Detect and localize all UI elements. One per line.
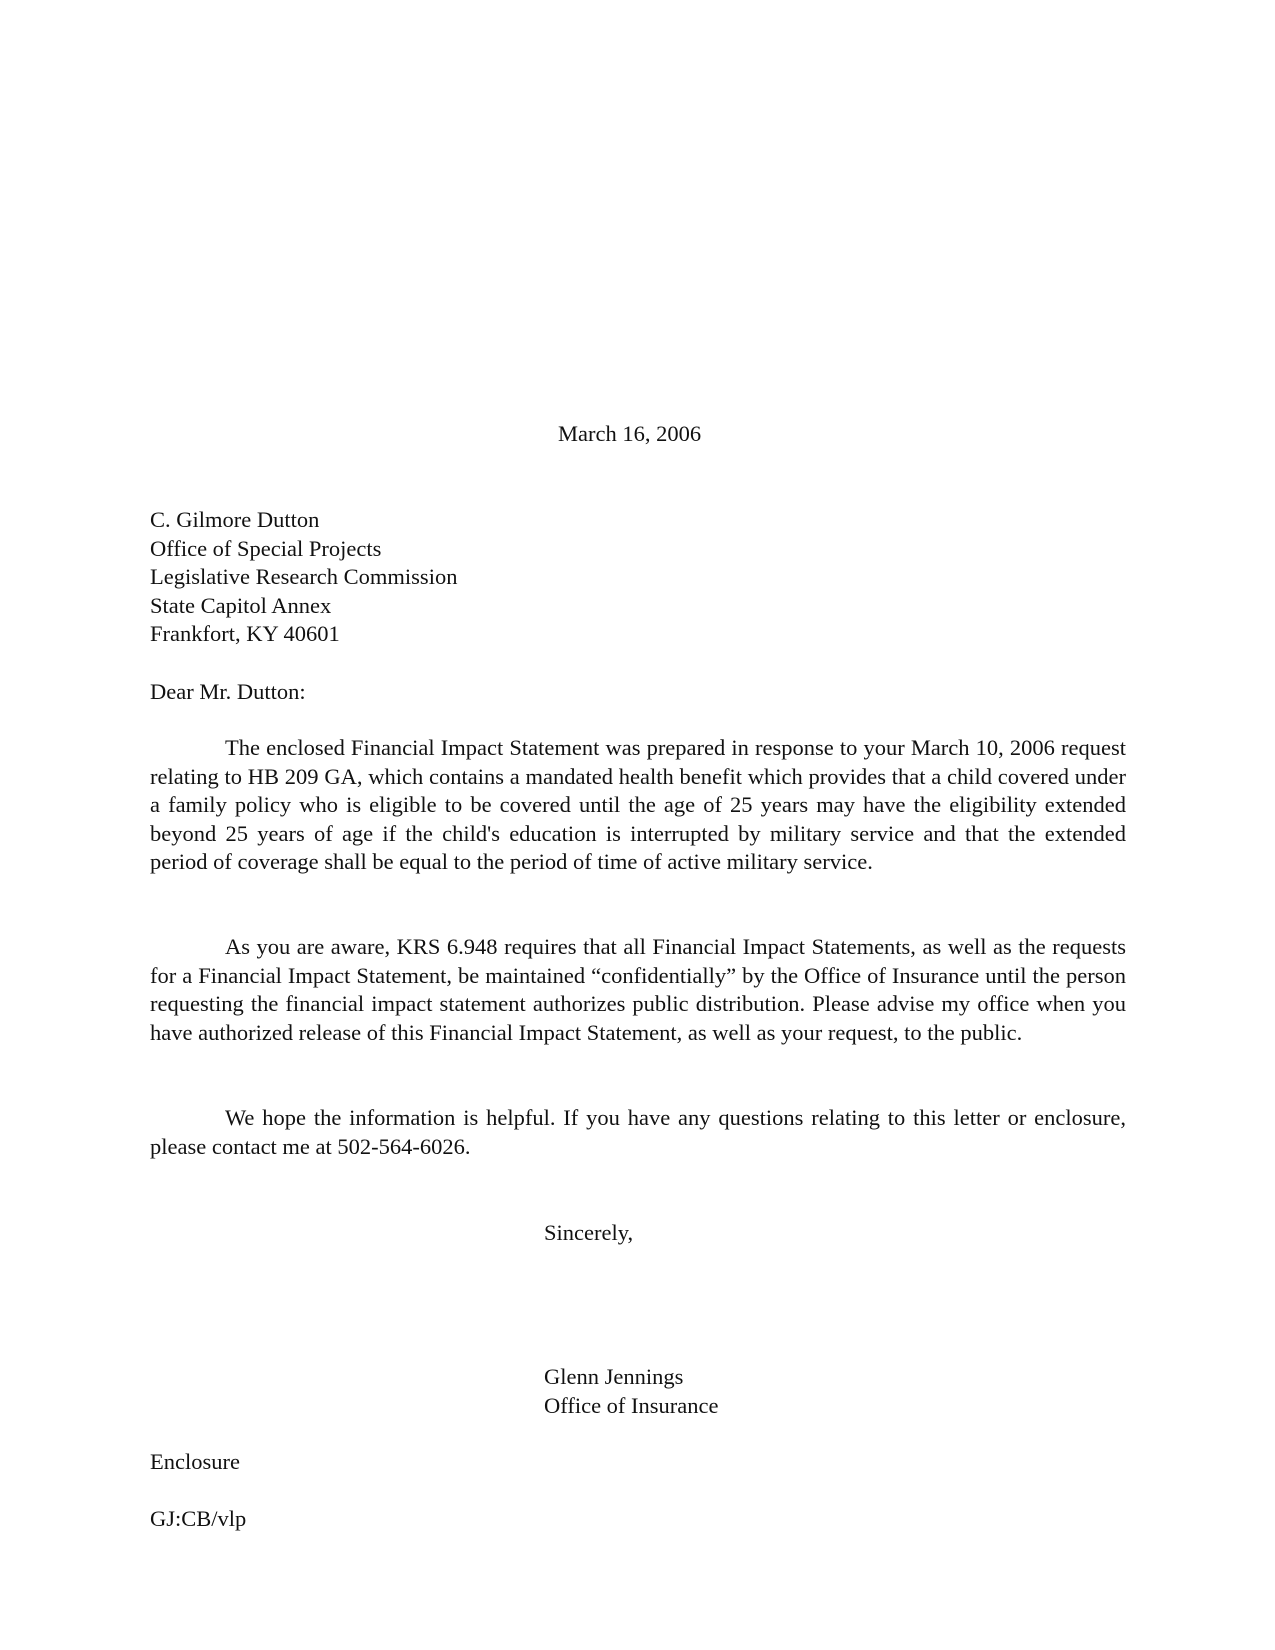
recipient-building: State Capitol Annex <box>150 592 332 618</box>
signer-office: Office of Insurance <box>544 1392 719 1418</box>
signature-block <box>544 1363 719 1420</box>
recipient-organization: Legislative Research Commission <box>150 564 458 589</box>
closing: Sincerely, <box>544 1220 634 1245</box>
recipient-city-state-zip: Frankfort, KY 40601 <box>150 621 340 646</box>
reference-initials: GJ:CB/vlp <box>150 1506 247 1531</box>
salutation: Dear Mr. Dutton: <box>150 679 306 704</box>
recipient-address <box>150 506 457 649</box>
body-paragraph-1: The enclosed Financial Impact Statement was prepared in response to your March 10, 2006 request relating to HB 209 GA, which contains a mandated health benefit which provides that a child covered under a family policy who is eligible to be covered until the age of 25 years may have the eligibility extended beyond 25 years of age if the child's education is interrupted by military service and that the extended period of coverage shall be equal to the period of time of active military service. <box>150 735 1126 875</box>
enclosure-note: Enclosure <box>150 1449 240 1474</box>
body-paragraph-3: We hope the information is helpful. If you have any questions relating to this letter or enclosure, please contact me at 502-564-6026. <box>150 1105 1126 1159</box>
recipient-name: C. Gilmore Dutton <box>150 507 320 532</box>
recipient-office: Office of Special Projects <box>150 535 382 561</box>
body-paragraph-2: As you are aware, KRS 6.948 requires that all Financial Impact Statements, as well as the requests for a Financial Impact Statement, be maintained “confidentially” by the Office of Insurance until the person requesting the financial impact statement authorizes public distribution. Please advise my office when you have authorized release of this Financial Impact Statement, as well as your request, to the public. <box>150 934 1126 1045</box>
letter-date: March 16, 2006 <box>558 421 702 446</box>
signer-name: Glenn Jennings <box>544 1364 684 1389</box>
